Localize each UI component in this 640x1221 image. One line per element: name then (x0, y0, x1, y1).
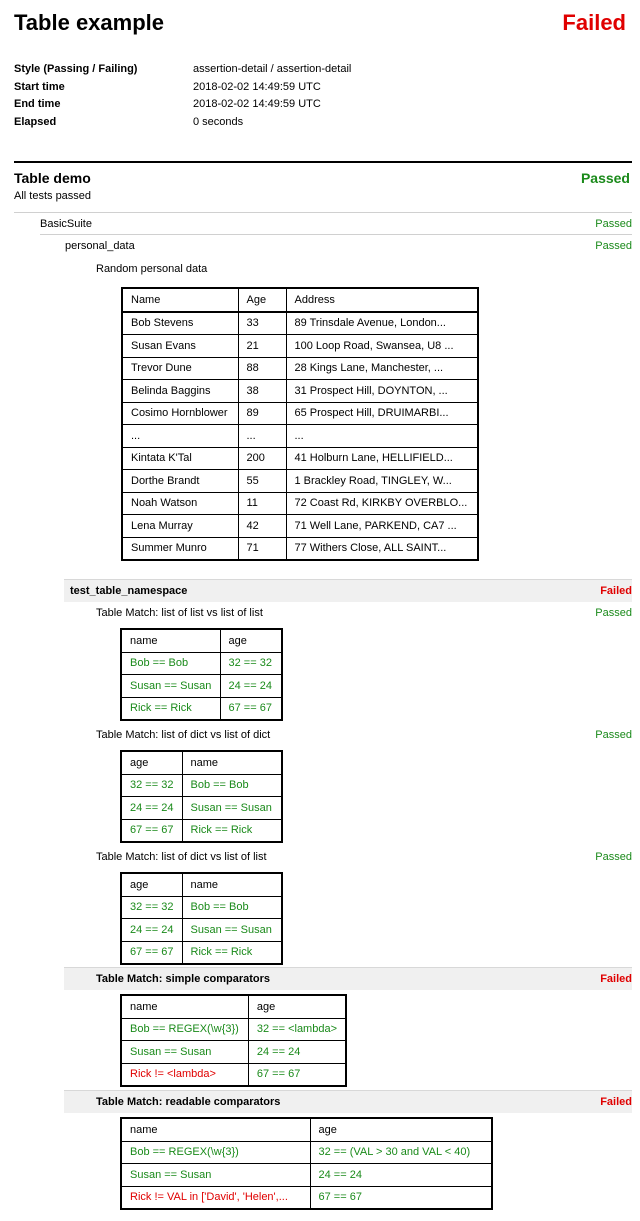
table-row (121, 919, 282, 942)
table-header-row (121, 995, 346, 1018)
match-label[interactable]: Table Match: simple comparators (96, 973, 271, 985)
suite-subtitle: All tests passed (14, 190, 92, 202)
match-label: Table Match: list of dict vs list of dict (96, 729, 271, 741)
cell-name: ... (122, 425, 238, 448)
basic-suite-label[interactable]: BasicSuite (40, 218, 92, 230)
table-row (121, 652, 282, 675)
cell-address: 31 Prospect Hill, DOYNTON, ... (286, 380, 478, 403)
table-row (121, 941, 282, 964)
cell-address: ... (286, 425, 478, 448)
cell-name: Summer Munro (122, 537, 238, 560)
meta-row-start-time (14, 79, 351, 97)
report-title: Table example (14, 10, 164, 35)
section-divider (14, 161, 632, 163)
match-cell: 32 == 32 (121, 896, 182, 919)
cell-age: 89 (238, 402, 286, 425)
match-status: Passed (595, 851, 632, 863)
match-cell: 24 == 24 (248, 1041, 346, 1064)
match-cell: Bob == REGEX(\w{3}) (121, 1141, 310, 1164)
match-cell: Bob == REGEX(\w{3}) (121, 1018, 248, 1041)
table-header-row (121, 751, 282, 774)
table-row (122, 470, 478, 493)
match-cell: 32 == <lambda> (248, 1018, 346, 1041)
column-header: Age (238, 288, 286, 312)
cell-address: 71 Well Lane, PARKEND, CA7 ... (286, 515, 478, 538)
cell-age: 71 (238, 537, 286, 560)
meta-value: assertion-detail / assertion-detail (193, 63, 352, 75)
match-cell: Bob == Bob (182, 774, 282, 797)
table-header-row (121, 873, 282, 896)
match-cell: 32 == 32 (121, 774, 182, 797)
match-cell: Bob == Bob (121, 652, 220, 675)
cell-address: 65 Prospect Hill, DRUIMARBI... (286, 402, 478, 425)
match-cell: 24 == 24 (121, 919, 182, 942)
match-label: Table Match: list of dict vs list of list (96, 851, 267, 863)
match-cell: 67 == 67 (220, 697, 282, 720)
match-cell: Susan == Susan (182, 797, 282, 820)
table-row (122, 492, 478, 515)
cell-name: Dorthe Brandt (122, 470, 238, 493)
table-row (121, 797, 282, 820)
cell-age: 88 (238, 357, 286, 380)
match-cell: Rick == Rick (182, 819, 282, 842)
column-header: name (121, 629, 220, 652)
cell-name: Belinda Baggins (122, 380, 238, 403)
column-header: Address (286, 288, 478, 312)
cell-address: 89 Trinsdale Avenue, London... (286, 312, 478, 335)
match-status: Failed (600, 973, 632, 985)
match-cell: 67 == 67 (248, 1063, 346, 1086)
match-status: Passed (595, 729, 632, 741)
meta-key: Style (Passing / Failing) (14, 63, 138, 75)
match-table (120, 628, 283, 721)
match-cell: Rick == Rick (182, 941, 282, 964)
personal-data-log: Random personal data (96, 263, 208, 275)
meta-row-end-time (14, 96, 351, 114)
testcase-label[interactable]: test_table_namespace (70, 585, 188, 597)
match-cell: 24 == 24 (220, 675, 282, 698)
match-cell: Susan == Susan (121, 1041, 248, 1064)
personal-data-status: Passed (595, 240, 632, 252)
cell-name: Lena Murray (122, 515, 238, 538)
match-status: Passed (595, 607, 632, 619)
match-cell: 67 == 67 (310, 1186, 492, 1209)
meta-key: Start time (14, 80, 65, 93)
basic-suite-status: Passed (595, 218, 632, 230)
suite-title: Table demo (14, 170, 91, 186)
match-table (120, 750, 283, 843)
cell-age: 11 (238, 492, 286, 515)
table-row (121, 1063, 346, 1086)
meta-key: End time (14, 98, 61, 110)
table-row (121, 819, 282, 842)
match-cell: Rick != VAL in ['David', 'Helen',... (121, 1186, 310, 1209)
table-header-row (121, 629, 282, 652)
cell-name: Cosimo Hornblower (122, 402, 238, 425)
table-row (121, 1018, 346, 1041)
meta-row-elapsed (14, 114, 351, 132)
column-header: age (121, 751, 182, 774)
testcase-status: Failed (600, 585, 632, 597)
match-cell: Susan == Susan (121, 675, 220, 698)
table-header-row (122, 288, 478, 312)
cell-address: 77 Withers Close, ALL SAINT... (286, 537, 478, 560)
match-cell: Susan == Susan (182, 919, 282, 942)
table-row (121, 697, 282, 720)
report-meta (14, 61, 351, 131)
cell-age: 42 (238, 515, 286, 538)
cell-address: 1 Brackley Road, TINGLEY, W... (286, 470, 478, 493)
personal-data-table (121, 287, 479, 561)
match-cell: Bob == Bob (182, 896, 282, 919)
table-row (121, 1141, 492, 1164)
cell-address: 28 Kings Lane, Manchester, ... (286, 357, 478, 380)
column-header: age (248, 995, 346, 1018)
table-row (121, 1186, 492, 1209)
cell-age: 55 (238, 470, 286, 493)
table-row (122, 402, 478, 425)
meta-value: 2018-02-02 14:49:59 UTC (193, 98, 321, 110)
match-cell: 24 == 24 (310, 1164, 492, 1187)
table-row (122, 357, 478, 380)
column-header: name (182, 751, 282, 774)
report-status-badge: Failed (562, 10, 626, 35)
cell-age: 21 (238, 335, 286, 358)
table-row (121, 1041, 346, 1064)
table-header-row (121, 1118, 492, 1141)
row-divider (14, 212, 632, 213)
cell-age: ... (238, 425, 286, 448)
match-table (120, 994, 347, 1087)
table-row (122, 515, 478, 538)
cell-name: Trevor Dune (122, 357, 238, 380)
match-cell: 67 == 67 (121, 819, 182, 842)
cell-name: Noah Watson (122, 492, 238, 515)
table-row (122, 425, 478, 448)
meta-key: Elapsed (14, 115, 57, 128)
match-cell: 67 == 67 (121, 941, 182, 964)
table-row (121, 896, 282, 919)
column-header: name (121, 995, 248, 1018)
cell-age: 33 (238, 312, 286, 335)
cell-name: Bob Stevens (122, 312, 238, 335)
cell-address: 72 Coast Rd, KIRKBY OVERBLO... (286, 492, 478, 515)
column-header: name (121, 1118, 310, 1141)
table-row (122, 312, 478, 335)
cell-age: 200 (238, 447, 286, 470)
table-row (122, 537, 478, 560)
column-header: age (220, 629, 282, 652)
match-table (120, 872, 283, 965)
cell-name: Susan Evans (122, 335, 238, 358)
cell-name: Kintata K'Tal (122, 447, 238, 470)
row-divider (40, 234, 632, 235)
cell-address: 41 Holburn Lane, HELLIFIELD... (286, 447, 478, 470)
cell-age: 38 (238, 380, 286, 403)
cell-address: 100 Loop Road, Swansea, U8 ... (286, 335, 478, 358)
match-cell: 32 == (VAL > 30 and VAL < 40) (310, 1141, 492, 1164)
meta-row-style (14, 61, 351, 79)
table-row (122, 447, 478, 470)
match-cell: 32 == 32 (220, 652, 282, 675)
table-row (121, 675, 282, 698)
match-label: Table Match: list of list vs list of list (96, 607, 263, 619)
column-header: Name (122, 288, 238, 312)
match-cell: Susan == Susan (121, 1164, 310, 1187)
match-cell: Rick != <lambda> (121, 1063, 248, 1086)
table-row (122, 380, 478, 403)
table-row (121, 1164, 492, 1187)
suite-status-badge: Passed (580, 170, 630, 186)
personal-data-label[interactable]: personal_data (65, 240, 135, 252)
match-cell: Rick == Rick (121, 697, 220, 720)
match-table (120, 1117, 493, 1210)
match-label[interactable]: Table Match: readable comparators (96, 1096, 281, 1108)
column-header: name (182, 873, 282, 896)
column-header: age (121, 873, 182, 896)
column-header: age (310, 1118, 492, 1141)
meta-value: 2018-02-02 14:49:59 UTC (193, 80, 321, 93)
match-status: Failed (600, 1096, 632, 1108)
table-row (122, 335, 478, 358)
meta-value: 0 seconds (193, 115, 244, 128)
match-cell: 24 == 24 (121, 797, 182, 820)
table-row (121, 774, 282, 797)
